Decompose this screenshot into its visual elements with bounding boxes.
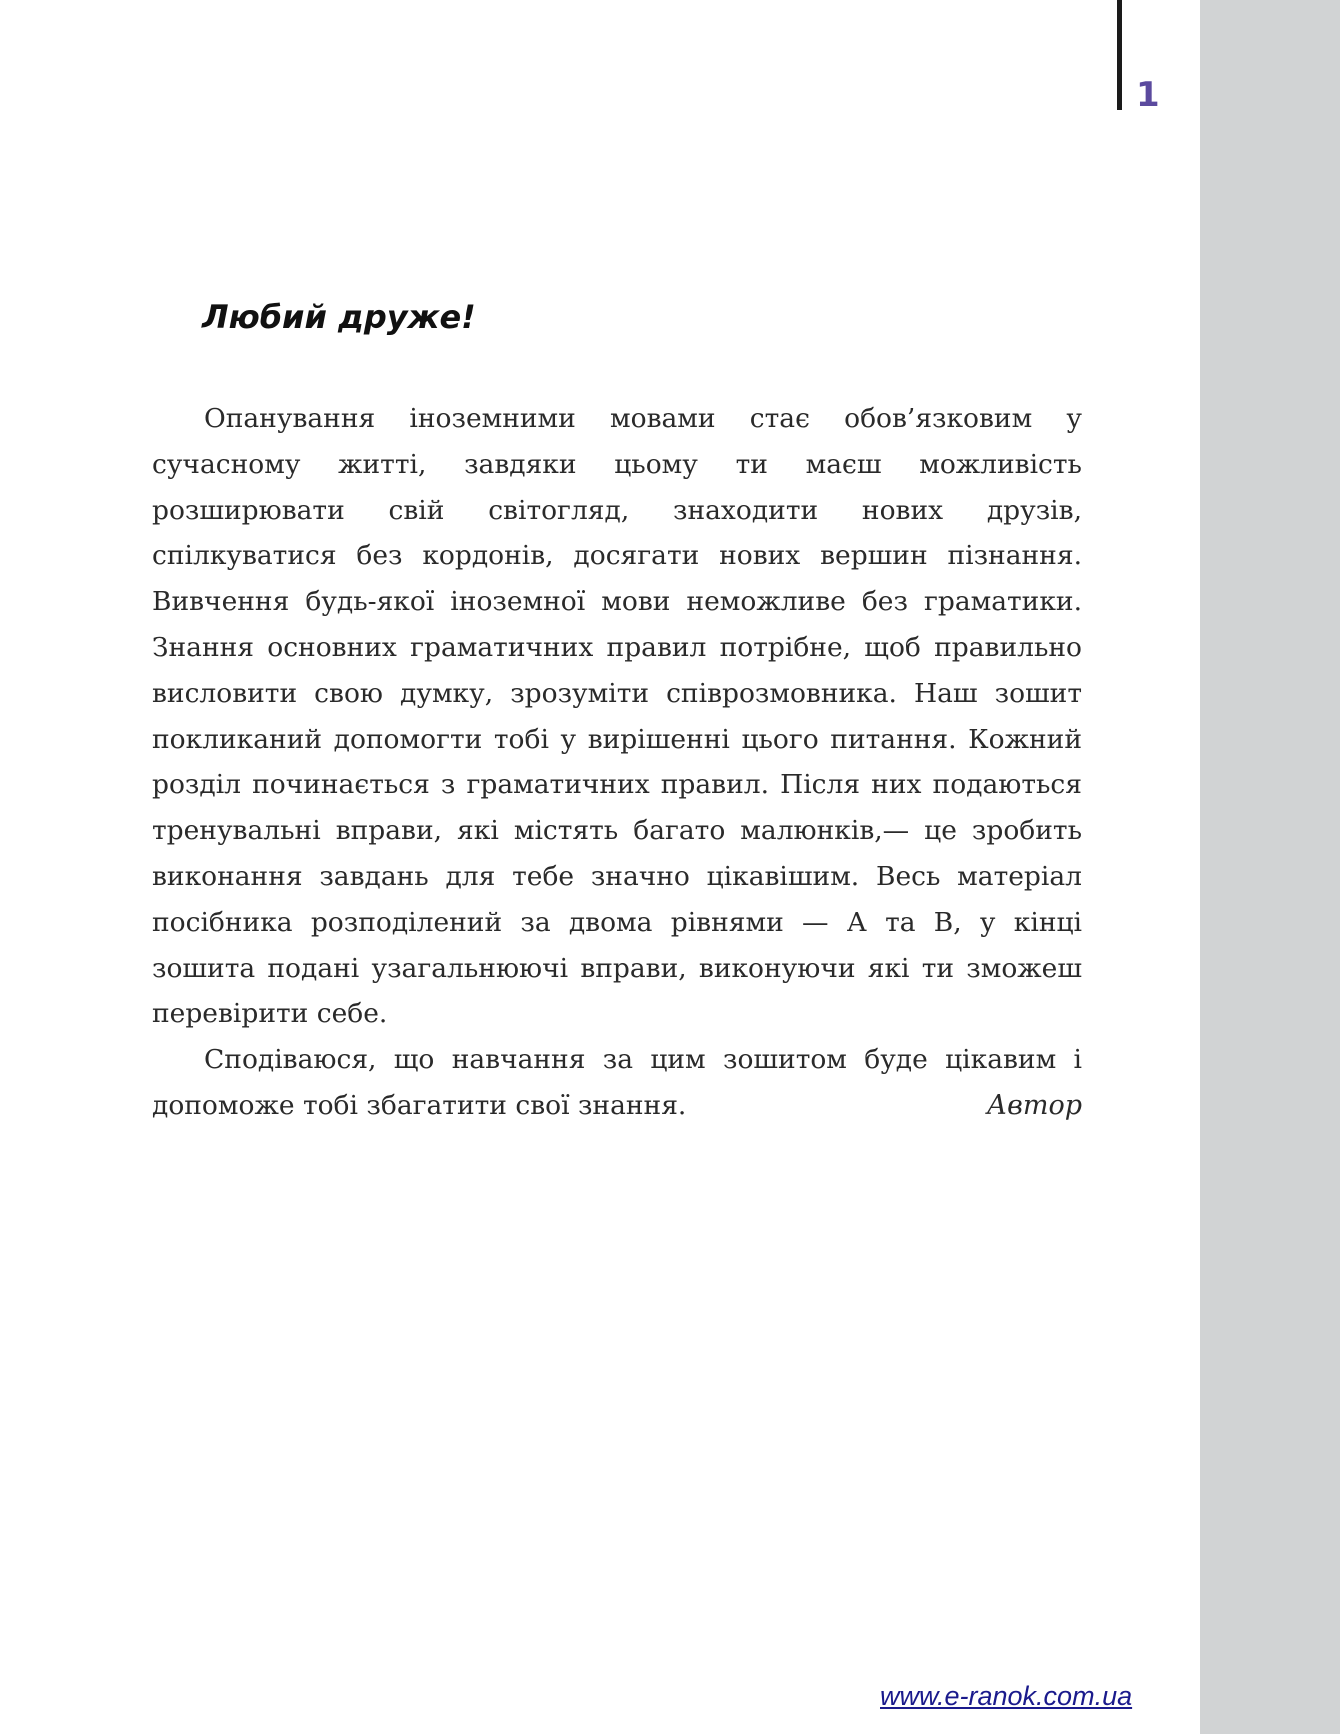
author-signature: Автор — [986, 1090, 1082, 1121]
greeting-heading: Любий друже! — [202, 298, 476, 336]
page-marker-line — [1117, 0, 1122, 110]
website-link[interactable]: www.e-ranok.com.ua — [880, 1681, 1133, 1711]
page-number: 1 — [1136, 75, 1160, 115]
paragraph-2: Сподіваюся, що навчання за цим зошитом буде цікавим і допоможе тобі збагатити свої знання. — [152, 1044, 1082, 1121]
paragraph-1: Опанування іноземними мовами стає обов’язковим у сучасному житті, завдяки цьому ти маєш можливість розширювати свій світогляд, знаходити нових друзів, спілкуватися без кордонів, досягати нових вершин пізнання. Вивчення будь-якої іноземної мови неможливе без граматики. Знання основних граматичних правил потрібне, щоб правильно висловити свою думку, зрозуміти співрозмовника. Наш зошит покликаний допомогти тобі у вирішенні цього питання. Кожний розділ починається з граматичних правил. Після них подаються тренувальні вправи, які містять багато малюнків,— це зробить виконання завдань для тебе значно цікавішим. Весь матеріал посібника розподілений за двома рівнями — А та В, у кінці зошита подані узагальнюючі вправи, виконуючи які ти зможеш перевірити себе. — [152, 403, 1082, 1030]
side-margin-bar — [1200, 0, 1340, 1734]
letter-body — [152, 396, 1082, 1129]
